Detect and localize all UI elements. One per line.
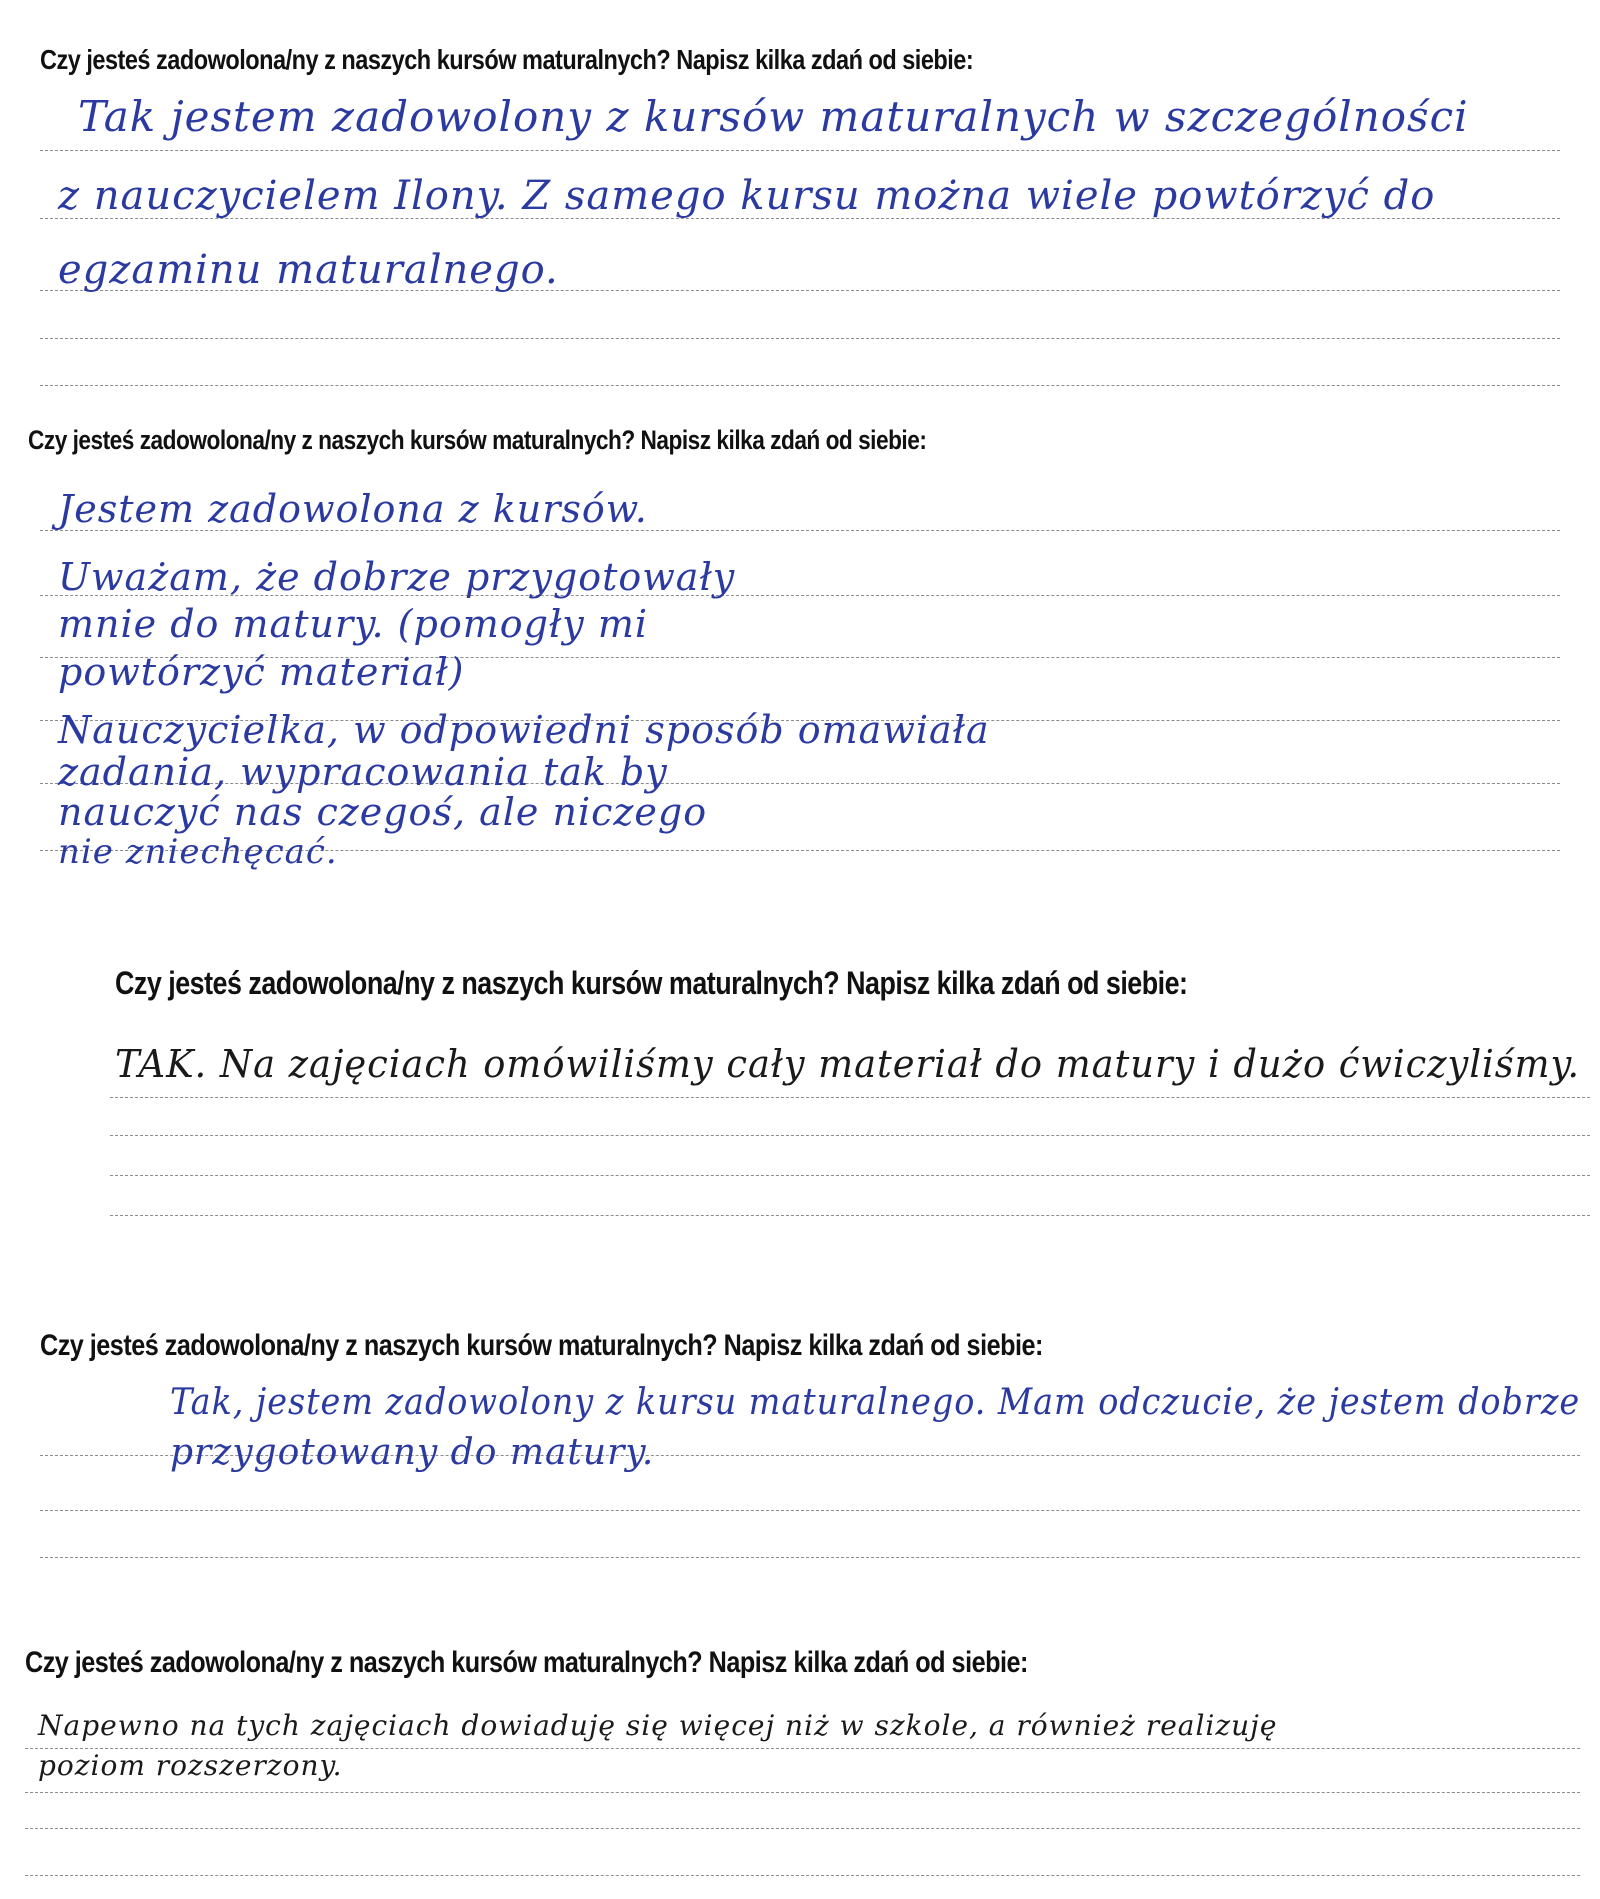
handwritten-answer-line: Tak, jestem zadowolony z kursu maturalnego. Mam odczucie, że jestem dobrze bbox=[170, 1382, 1581, 1423]
handwritten-answer-line: Uważam, że dobrze przygotowały bbox=[58, 555, 736, 599]
handwritten-answer-line: nie zniechęcać. bbox=[58, 832, 338, 872]
handwritten-answer-line: Napewno na tych zajęciach dowiaduję się więcej niż w szkole, a również realizuję bbox=[38, 1709, 1278, 1742]
answer-rule bbox=[40, 1510, 1580, 1511]
survey-response-card-3 bbox=[0, 905, 1600, 1235]
survey-response-card-1 bbox=[0, 0, 1600, 395]
answer-rule bbox=[25, 1792, 1580, 1793]
answer-rule bbox=[110, 1215, 1590, 1216]
handwritten-answer-line: TAK. Na zajęciach omówiliśmy cały materiał do matury i dużo ćwiczyliśmy. bbox=[115, 1042, 1581, 1086]
answer-rule bbox=[40, 385, 1560, 386]
answer-rule bbox=[40, 338, 1560, 339]
answer-rule bbox=[110, 1135, 1590, 1136]
survey-question: Czy jesteś zadowolona/ny z naszych kursów maturalnych? Napisz kilka zdań od siebie: bbox=[115, 965, 1188, 1001]
handwritten-answer-line: przygotowany do matury. bbox=[170, 1432, 655, 1473]
survey-question: Czy jesteś zadowolona/ny z naszych kursów maturalnych? Napisz kilka zdań od siebie: bbox=[25, 1646, 1028, 1679]
handwritten-answer-line: mnie do matury. (pomogły mi bbox=[58, 602, 649, 646]
handwritten-answer-line: z nauczycielem Ilony. Z samego kursu można wiele powtórzyć do bbox=[58, 173, 1436, 219]
handwritten-answer-line: Nauczycielka, w odpowiedni sposób omawiała bbox=[58, 708, 990, 752]
handwritten-answer-line: nauczyć nas czegoś, ale niczego bbox=[58, 790, 708, 834]
survey-response-card-5 bbox=[0, 1580, 1600, 1899]
answer-rule bbox=[40, 150, 1560, 151]
survey-response-card-4 bbox=[0, 1235, 1600, 1580]
handwritten-answer-line: Jestem zadowolona z kursów. bbox=[58, 487, 648, 531]
survey-response-card-2 bbox=[0, 395, 1600, 905]
handwritten-answer-line: poziom rozszerzony. bbox=[38, 1749, 343, 1782]
answer-rule bbox=[40, 1557, 1580, 1558]
answer-rule bbox=[25, 1875, 1580, 1876]
handwritten-answer-line: egzaminu maturalnego. bbox=[58, 247, 559, 293]
handwritten-answer-line: powtórzyć materiał) bbox=[58, 650, 465, 694]
handwritten-answer-line: zadania, wypracowania tak by bbox=[58, 750, 668, 794]
survey-question: Czy jesteś zadowolona/ny z naszych kursów maturalnych? Napisz kilka zdań od siebie: bbox=[40, 1329, 1043, 1362]
survey-question: Czy jesteś zadowolona/ny z naszych kursów maturalnych? Napisz kilka zdań od siebie: bbox=[28, 425, 927, 455]
answer-rule bbox=[110, 1097, 1590, 1098]
answer-rule bbox=[110, 1175, 1590, 1176]
handwritten-answer-line: Tak jestem zadowolony z kursów maturalnych w szczególności bbox=[78, 92, 1469, 141]
survey-question: Czy jesteś zadowolona/ny z naszych kursów maturalnych? Napisz kilka zdań od siebie: bbox=[40, 44, 974, 75]
answer-rule bbox=[25, 1828, 1580, 1829]
